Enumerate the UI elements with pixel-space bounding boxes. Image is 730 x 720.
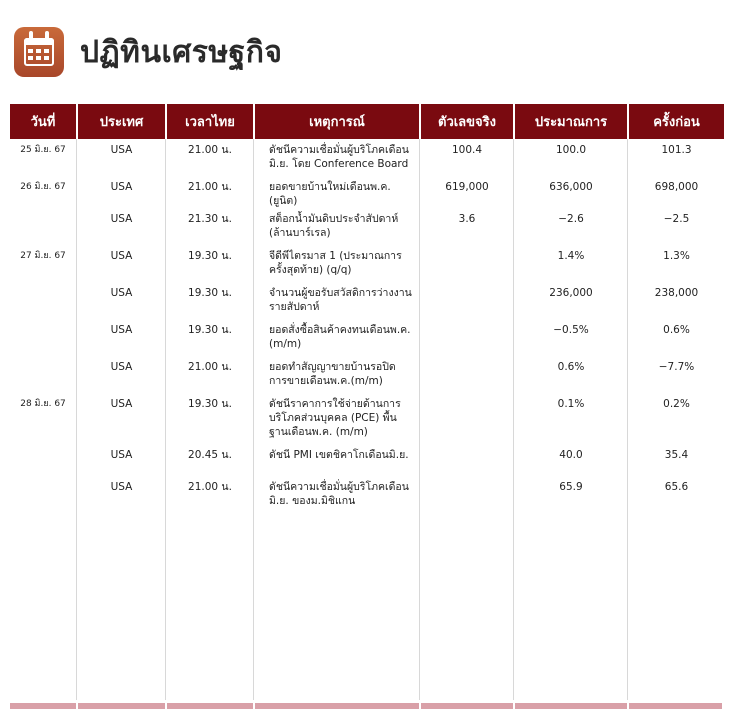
cell-date: 26 มิ.ย. 67 <box>10 176 76 208</box>
table-row <box>10 139 724 176</box>
cell-forecast: 0.1% <box>515 393 627 444</box>
cell-date <box>10 356 76 393</box>
cell-country: USA <box>78 245 165 282</box>
table-row <box>10 245 724 282</box>
cell-date <box>10 476 76 516</box>
cell-time: 19.30 น. <box>167 245 253 282</box>
cell-country: USA <box>78 176 165 208</box>
cell-country: USA <box>78 356 165 393</box>
cell-country: USA <box>78 444 165 476</box>
cell-actual <box>421 319 513 356</box>
header-previous: ครั้งก่อน <box>629 104 724 139</box>
cell-actual <box>421 245 513 282</box>
cell-date <box>10 444 76 476</box>
cell-actual <box>421 282 513 319</box>
cell-previous: 101.3 <box>629 139 724 176</box>
cell-time: 19.30 น. <box>167 319 253 356</box>
cell-forecast: 65.9 <box>515 476 627 516</box>
header-event: เหตุการณ์ <box>255 104 419 139</box>
cell-time: 21.00 น. <box>167 176 253 208</box>
cell-time: 21.30 น. <box>167 208 253 245</box>
cell-previous: 65.6 <box>629 476 724 516</box>
cell-date: 25 มิ.ย. 67 <box>10 139 76 176</box>
header-time: เวลาไทย <box>167 104 253 139</box>
cell-event: จีดีพีไตรมาส 1 (ประมาณการครั้งสุดท้าย) (q/q) <box>255 245 419 282</box>
cell-time: 21.00 น. <box>167 356 253 393</box>
cell-time: 19.30 น. <box>167 282 253 319</box>
cell-event: ดัชนี PMI เขตชิคาโกเดือนมิ.ย. <box>255 444 419 476</box>
cell-forecast: 236,000 <box>515 282 627 319</box>
cell-event: ดัชนีความเชื่อมั่นผู้บริโภคเดือนมิ.ย. โดย Conference Board <box>255 139 419 176</box>
header-actual: ตัวเลขจริง <box>421 104 513 139</box>
table-row <box>10 319 724 356</box>
table-header-row <box>10 104 724 139</box>
cell-country: USA <box>78 393 165 444</box>
header-country: ประเทศ <box>78 104 165 139</box>
cell-event: ยอดสั่งซื้อสินค้าคงทนเดือนพ.ค.(m/m) <box>255 319 419 356</box>
cell-actual: 619,000 <box>421 176 513 208</box>
table-row <box>10 176 724 208</box>
cell-previous: 238,000 <box>629 282 724 319</box>
cell-event: ดัชนีราคาการใช้จ่ายด้านการบริโภคส่วนบุคคล (PCE) พื้นฐานเดือนพ.ค. (m/m) <box>255 393 419 444</box>
cell-time: 19.30 น. <box>167 393 253 444</box>
cell-event: ดัชนีความเชื่อมั่นผู้บริโภคเดือนมิ.ย. ของม.มิชิแกน <box>255 476 419 516</box>
cell-previous: 0.2% <box>629 393 724 444</box>
cell-event: สต็อกน้ำมันดิบประจำสัปดาห์ (ล้านบาร์เรล) <box>255 208 419 245</box>
cell-country: USA <box>78 208 165 245</box>
calendar-icon <box>14 27 64 77</box>
cell-forecast: −2.6 <box>515 208 627 245</box>
cell-date <box>10 319 76 356</box>
cell-actual: 100.4 <box>421 139 513 176</box>
cell-date: 27 มิ.ย. 67 <box>10 245 76 282</box>
cell-forecast: −0.5% <box>515 319 627 356</box>
page-title: ปฏิทินเศรษฐกิจ <box>80 34 283 70</box>
cell-previous: 35.4 <box>629 444 724 476</box>
cell-date: 28 มิ.ย. 67 <box>10 393 76 444</box>
header-date: วันที่ <box>10 104 76 139</box>
cell-actual <box>421 444 513 476</box>
page-header <box>14 26 282 78</box>
cell-previous: −2.5 <box>629 208 724 245</box>
cell-forecast: 40.0 <box>515 444 627 476</box>
cell-previous: 0.6% <box>629 319 724 356</box>
economic-calendar-table <box>8 104 726 516</box>
cell-date <box>10 282 76 319</box>
table-row <box>10 208 724 245</box>
cell-country: USA <box>78 476 165 516</box>
cell-actual <box>421 476 513 516</box>
cell-actual <box>421 393 513 444</box>
cell-forecast: 1.4% <box>515 245 627 282</box>
header-forecast: ประมาณการ <box>515 104 627 139</box>
cell-country: USA <box>78 139 165 176</box>
table-row <box>10 356 724 393</box>
cell-actual: 3.6 <box>421 208 513 245</box>
table-row <box>10 282 724 319</box>
table-row <box>10 393 724 444</box>
cell-previous: 1.3% <box>629 245 724 282</box>
table-row <box>10 476 724 516</box>
cell-event: ยอดทำสัญญาขายบ้านรอปิดการขายเดือนพ.ค.(m/m) <box>255 356 419 393</box>
cell-forecast: 100.0 <box>515 139 627 176</box>
table-row <box>10 444 724 476</box>
cell-event: ยอดขายบ้านใหม่เดือนพ.ค. (ยูนิต) <box>255 176 419 208</box>
cell-country: USA <box>78 282 165 319</box>
cell-previous: 698,000 <box>629 176 724 208</box>
cell-time: 20.45 น. <box>167 444 253 476</box>
cell-actual <box>421 356 513 393</box>
cell-time: 21.00 น. <box>167 476 253 516</box>
cell-forecast: 0.6% <box>515 356 627 393</box>
cell-time: 21.00 น. <box>167 139 253 176</box>
cell-event: จำนวนผู้ขอรับสวัสดิการว่างงานรายสัปดาห์ <box>255 282 419 319</box>
cell-previous: −7.7% <box>629 356 724 393</box>
cell-forecast: 636,000 <box>515 176 627 208</box>
cell-date <box>10 208 76 245</box>
cell-country: USA <box>78 319 165 356</box>
